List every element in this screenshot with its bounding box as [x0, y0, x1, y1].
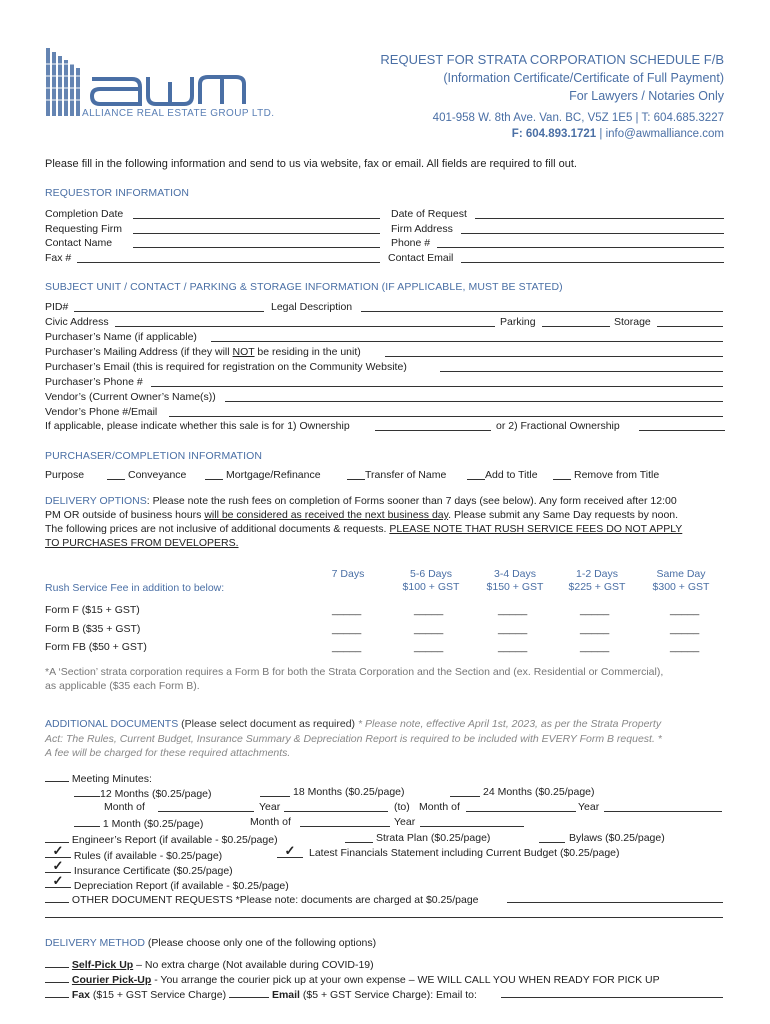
pid-field[interactable] — [74, 301, 264, 312]
fee-col-sameday — [644, 568, 718, 594]
transfer-name-checkbox[interactable] — [347, 469, 365, 480]
delivery-options-line1: : Please note the rush fees on completion of Forms sooner than 7 days (see below). Any form received after 12:00 — [146, 495, 677, 507]
delivery-method-note: (Please choose only one of the following options) — [144, 937, 377, 949]
mailing-address-text-b: be residing in the unit) — [254, 346, 361, 358]
form-subtitle: (Information Certificate/Certificate of Full Payment) — [443, 71, 724, 85]
fee-col-price: $300 + GST — [652, 581, 710, 593]
parking-field[interactable] — [542, 316, 610, 327]
vendor-phone-field[interactable] — [169, 406, 723, 417]
fractional-ownership-field[interactable] — [639, 420, 725, 431]
requestor-heading: REQUESTOR INFORMATION — [45, 187, 190, 199]
additional-documents-intro — [45, 717, 662, 761]
insurance-label: Insurance Certificate ($0.25/page) — [73, 865, 233, 877]
form-fb-label: Form FB ($50 + GST) — [45, 641, 147, 653]
other-requests-label: OTHER DOCUMENT REQUESTS *Please note: documents are charged at $0.25/page — [71, 894, 479, 906]
strata-plan-checkbox[interactable] — [345, 832, 373, 843]
pid-label: PID# — [45, 301, 69, 313]
vendor-name-label: Vendor’s (Current Owner’s Name(s)) — [45, 391, 216, 403]
ownership-label: If applicable, please indicate whether this sale is for 1) Ownership — [45, 420, 350, 432]
fee-col-days: 3-4 Days — [493, 568, 536, 580]
purchaser-phone-field[interactable] — [151, 376, 723, 387]
remove-from-title-label: Remove from Title — [574, 469, 660, 481]
m1-checkbox[interactable] — [74, 816, 100, 827]
add-to-title-checkbox[interactable] — [467, 469, 485, 480]
fee-col-days: Same Day — [656, 568, 706, 580]
fee-col-1-2days — [560, 568, 634, 594]
fee-blank[interactable]: _____ — [332, 604, 362, 616]
month-of-to-label: Month of — [419, 801, 460, 813]
depreciation-checkbox[interactable] — [45, 873, 71, 888]
depreciation-label: Depreciation Report (if available - $0.25/page) — [73, 880, 289, 892]
fee-blank[interactable]: _____ — [580, 604, 610, 616]
section-note-line2: as applicable ($35 each Form B). — [45, 680, 200, 692]
intro-text: Please fill in the following information and send to us via website, fax or email. All fields are required to fill out. — [45, 158, 577, 170]
firm-address-field[interactable] — [461, 223, 724, 234]
additional-note-line1: * Please note, effective April 1st, 2023, as per the Strata Property — [355, 718, 662, 730]
legal-description-field[interactable] — [361, 301, 723, 312]
purchaser-name-field[interactable] — [211, 331, 723, 342]
contact-email: | info@awmalliance.com — [596, 128, 724, 140]
email-delivery-text: ($5 + GST Service Charge): Email to: — [299, 989, 477, 1001]
contact-name-field[interactable] — [133, 237, 380, 248]
completion-date-field[interactable] — [133, 208, 380, 219]
checkmark-icon: ✓ — [52, 873, 64, 888]
fee-blank[interactable]: _____ — [498, 604, 528, 616]
rules-label: Rules (if available - $0.25/page) — [73, 850, 223, 862]
month-of-field[interactable] — [158, 801, 254, 812]
self-pickup-text: – No extra charge (Not available during COVID-19) — [133, 959, 374, 971]
fee-col-days: 1-2 Days — [575, 568, 618, 580]
mortgage-checkbox[interactable] — [205, 469, 223, 480]
phone-field[interactable] — [437, 237, 724, 248]
additional-note-line2: Act: The Rules, Current Budget, Insurance Summary & Depreciation Report is required to be included with EVERY Form B request. * — [45, 732, 662, 745]
delivery-options-line2b: . Please submit any Same Day requests by noon. — [448, 509, 679, 521]
fee-blank[interactable]: _____ — [414, 604, 444, 616]
purchaser-name-label: Purchaser’s Name (if applicable) — [45, 331, 197, 343]
year-field[interactable] — [284, 801, 388, 812]
year-to-label: Year — [578, 801, 600, 813]
m1-label: 1 Month ($0.25/page) — [102, 818, 204, 830]
other-requests-field[interactable] — [507, 892, 723, 903]
remove-from-title-checkbox[interactable] — [553, 469, 571, 480]
additional-select-note: (Please select document as required) — [178, 718, 356, 730]
contact-name-label: Contact Name — [45, 237, 113, 249]
legal-description-label: Legal Description — [271, 301, 353, 313]
delivery-options-line3a: The following prices are not inclusive of additional documents & requests. — [45, 523, 390, 535]
purpose-label: Purpose — [45, 469, 85, 481]
rules-checkbox[interactable] — [45, 843, 71, 858]
requesting-firm-label: Requesting Firm — [45, 223, 123, 235]
year-to-field[interactable] — [604, 801, 722, 812]
delivery-method-heading-row — [45, 937, 376, 949]
m1-month-of-field[interactable] — [300, 816, 390, 827]
contact-line — [512, 128, 724, 140]
additional-note-line3: A fee will be charged for these required attachments. — [45, 747, 291, 759]
fee-col-days: 5-6 Days — [409, 568, 452, 580]
vendor-name-field[interactable] — [225, 391, 723, 402]
courier-text: - You arrange the courier pick up at your own expense – WE WILL CALL YOU WHEN READY FOR PICK UP — [151, 974, 660, 986]
storage-field[interactable] — [657, 316, 723, 327]
contact-email-field[interactable] — [461, 252, 724, 263]
fee-col-7days — [318, 568, 378, 581]
company-logo — [44, 44, 304, 124]
m1-year-field[interactable] — [420, 816, 524, 827]
fee-blank[interactable]: _____ — [670, 623, 700, 635]
fax-delivery-label: Fax — [71, 989, 91, 1001]
fee-col-5-6days — [394, 568, 468, 594]
fee-blank[interactable]: _____ — [670, 604, 700, 616]
courier-label: Courier Pick-Up — [71, 974, 152, 986]
insurance-checkbox[interactable] — [45, 858, 71, 873]
m12-label: 12 Months ($0.25/page) — [100, 788, 212, 800]
to-label: (to) — [394, 801, 410, 813]
m18-label: 18 Months ($0.25/page) — [293, 786, 405, 798]
meeting-minutes-label: Meeting Minutes: — [71, 773, 152, 785]
fee-col-price: $100 + GST — [402, 581, 460, 593]
office-address: 401-958 W. 8th Ave. Van. BC, V5Z 1E5 | T: 604.685.3227 — [432, 112, 724, 124]
email-to-field[interactable] — [501, 987, 723, 998]
meeting-minutes-checkbox[interactable] — [45, 771, 69, 782]
delivery-options-line4u: TO PURCHASES FROM DEVELOPERS. — [45, 537, 239, 549]
self-pickup-label: Self-Pick Up — [71, 959, 134, 971]
purchaser-phone-label: Purchaser’s Phone # — [45, 376, 143, 388]
other-requests-field-line2[interactable] — [45, 917, 723, 918]
section-note-line1: *A ‘Section’ strata corporation requires a Form B for both the Strata Corporation and the Section and (ex. Residential or Commercial), — [45, 666, 664, 678]
fee-blank[interactable]: _____ — [670, 641, 700, 653]
conveyance-checkbox[interactable] — [107, 469, 125, 480]
m24-label: 24 Months ($0.25/page) — [483, 786, 595, 798]
fee-col-3-4days — [478, 568, 552, 594]
transfer-name-label: Transfer of Name — [365, 469, 447, 481]
fax-number: F: 604.893.1721 — [511, 128, 597, 140]
fee-blank[interactable]: _____ — [498, 623, 528, 635]
section-note — [45, 665, 663, 693]
rush-fee-label: Rush Service Fee in addition to below: — [45, 582, 225, 594]
m1-month-of-label: Month of — [250, 816, 291, 828]
logo-tagline: ALLIANCE REAL ESTATE GROUP LTD. — [82, 108, 275, 119]
completion-date-label: Completion Date — [45, 208, 124, 220]
checkmark-icon: ✓ — [284, 843, 296, 858]
fee-col-price: $150 + GST — [486, 581, 544, 593]
vendor-phone-label: Vendor’s Phone #/Email — [45, 406, 158, 418]
fee-col-price: $225 + GST — [568, 581, 626, 593]
date-of-request-label: Date of Request — [391, 208, 467, 220]
fax-delivery-checkbox[interactable] — [45, 987, 69, 998]
m1-year-label: Year — [394, 816, 416, 828]
delivery-method-heading: DELIVERY METHOD — [45, 937, 145, 949]
parking-label: Parking — [500, 316, 536, 328]
requesting-firm-field[interactable] — [133, 223, 380, 234]
delivery-options-line3u: PLEASE NOTE THAT RUSH SERVICE FEES DO NOT APPLY — [389, 523, 683, 535]
form-f-label: Form F ($15 + GST) — [45, 604, 140, 616]
purchaser-email-field[interactable] — [440, 361, 723, 372]
form-audience: For Lawyers / Notaries Only — [569, 89, 724, 103]
civic-address-label: Civic Address — [45, 316, 109, 328]
fax-field[interactable] — [77, 252, 380, 263]
mailing-address-text-a: Purchaser’s Mailing Address (if they will — [45, 346, 233, 358]
month-of-label: Month of — [104, 801, 145, 813]
email-delivery-checkbox[interactable] — [229, 987, 269, 998]
bylaws-label: Bylaws ($0.25/page) — [569, 832, 665, 844]
fee-blank[interactable]: _____ — [498, 641, 528, 653]
mortgage-label: Mortgage/Refinance — [226, 469, 321, 481]
delivery-options-line2u: will be considered as received the next business day — [204, 509, 449, 521]
delivery-options-text — [45, 494, 682, 550]
fee-blank[interactable]: _____ — [580, 623, 610, 635]
engineer-label: Engineer’s Report (if available - $0.25/page) — [71, 834, 278, 846]
self-pickup-checkbox[interactable] — [45, 957, 69, 968]
courier-checkbox[interactable] — [45, 972, 69, 983]
fee-blank[interactable]: _____ — [580, 641, 610, 653]
firm-address-label: Firm Address — [391, 223, 453, 235]
delivery-options-line2a: PM OR outside of business hours — [45, 509, 205, 521]
fee-blank[interactable]: _____ — [414, 623, 444, 635]
ownership-field[interactable] — [375, 420, 491, 431]
storage-label: Storage — [614, 316, 651, 328]
fee-blank[interactable]: _____ — [414, 641, 444, 653]
purchaser-heading: PURCHASER/COMPLETION INFORMATION — [45, 450, 263, 462]
conveyance-label: Conveyance — [128, 469, 187, 481]
add-to-title-label: Add to Title — [485, 469, 538, 481]
m18-checkbox[interactable] — [260, 786, 290, 797]
fee-blank[interactable]: _____ — [332, 641, 362, 653]
m12-checkbox[interactable] — [74, 786, 100, 797]
checkmark-icon: ✓ — [52, 858, 64, 873]
form-b-label: Form B ($35 + GST) — [45, 623, 141, 635]
year-label: Year — [259, 801, 281, 813]
fractional-ownership-label: or 2) Fractional Ownership — [496, 420, 620, 432]
engineer-checkbox[interactable] — [45, 832, 69, 843]
phone-label: Phone # — [391, 237, 431, 249]
checkmark-icon: ✓ — [52, 843, 64, 858]
contact-email-label: Contact Email — [388, 252, 454, 264]
fee-col-days: 7 Days — [331, 568, 365, 580]
m24-checkbox[interactable] — [450, 786, 480, 797]
fax-delivery-text: ($15 + GST Service Charge) — [90, 989, 230, 1001]
date-of-request-field[interactable] — [475, 208, 724, 219]
form-title: REQUEST FOR STRATA CORPORATION SCHEDULE F/B — [380, 52, 724, 67]
civic-address-field[interactable] — [115, 316, 495, 327]
other-requests-checkbox[interactable] — [45, 892, 69, 903]
month-of-to-field[interactable] — [466, 801, 576, 812]
subject-heading: SUBJECT UNIT / CONTACT / PARKING & STORAGE INFORMATION (IF APPLICABLE, MUST BE STATED) — [45, 281, 563, 293]
strata-plan-label: Strata Plan ($0.25/page) — [376, 832, 491, 844]
additional-documents-heading: ADDITIONAL DOCUMENTS — [45, 718, 179, 730]
financials-label: Latest Financials Statement including Current Budget ($0.25/page) — [309, 847, 620, 859]
email-delivery-label: Email — [271, 989, 300, 1001]
mailing-address-field[interactable] — [385, 346, 723, 357]
fax-label: Fax # — [45, 252, 72, 264]
purchaser-email-label: Purchaser’s Email (this is required for registration on the Community Website) — [45, 361, 407, 373]
mailing-address-label — [45, 346, 361, 358]
fee-blank[interactable]: _____ — [332, 623, 362, 635]
bylaws-checkbox[interactable] — [539, 832, 565, 843]
delivery-options-label: DELIVERY OPTIONS — [45, 495, 147, 507]
financials-checkbox[interactable] — [277, 843, 303, 858]
mailing-address-not: NOT — [232, 346, 255, 358]
